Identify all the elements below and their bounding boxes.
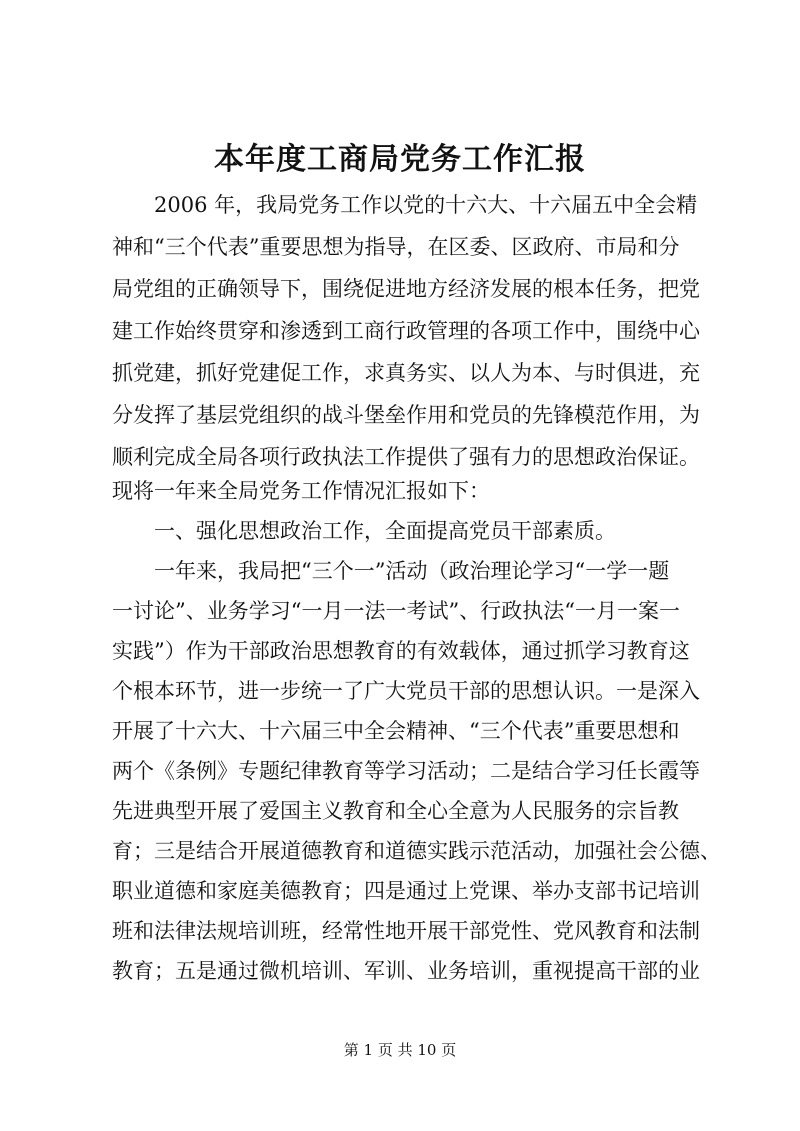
paragraph-line: 分发挥了基层党组织的战斗堡垒作用和党员的先锋模范作用，为: [112, 403, 700, 427]
document-title: 本年度工商局党务工作汇报: [214, 142, 586, 177]
paragraph-line: 实践”）作为干部政治思想教育的有效载体，通过抓学习教育这: [112, 639, 690, 663]
paragraph-line: 神和“三个代表”重要思想为指导，在区委、区政府、市局和分: [112, 235, 680, 259]
paragraph-line: 抓党建，抓好党建促工作，求真务实、以人为本、与时俱进，充: [112, 361, 700, 385]
page-number-footer: 第 1 页 共 10 页: [343, 1041, 457, 1059]
section-heading: 一、强化思想政治工作，全面提高党员干部素质。: [154, 519, 616, 543]
paragraph-line: 局党组的正确领导下，围绕促进地方经济发展的根本任务，把党: [112, 277, 700, 301]
paragraph-line: 教育；五是通过微机培训、军训、业务培训，重视提高干部的业: [112, 959, 700, 983]
paragraph-line: 两个《条例》专题纪律教育等学习活动；二是结合学习任长霞等: [112, 759, 700, 783]
paragraph-line: 育；三是结合开展道德教育和道德实践示范活动，加强社会公德、: [112, 839, 721, 863]
paragraph-line: 开展了十六大、十六届三中全会精神、“三个代表”重要思想和: [112, 719, 680, 743]
paragraph-line: 顺利完成全局各项行政执法工作提供了强有力的思想政治保证。: [112, 445, 700, 469]
paragraph-line: 个根本环节，进一步统一了广大党员干部的思想认识。一是深入: [112, 679, 700, 703]
paragraph-line: 职业道德和家庭美德教育；四是通过上党课、举办支部书记培训: [112, 879, 700, 903]
paragraph-line: 先进典型开展了爱国主义教育和全心全意为人民服务的宗旨教: [112, 799, 679, 823]
paragraph-line: 现将一年来全局党务工作情况汇报如下：: [112, 479, 490, 503]
paragraph-line: 2006 年，我局党务工作以党的十六大、十六届五中全会精: [154, 193, 698, 217]
paragraph-line: 一年来，我局把“三个一”活动（政治理论学习“一学一题: [154, 559, 670, 583]
paragraph-line: 一讨论”、业务学习“一月一法一考试”、行政执法“一月一案一: [112, 599, 680, 623]
paragraph-line: 班和法律法规培训班，经常性地开展干部党性、党风教育和法制: [112, 919, 700, 943]
paragraph-line: 建工作始终贯穿和渗透到工商行政管理的各项工作中，围绕中心: [112, 319, 700, 343]
